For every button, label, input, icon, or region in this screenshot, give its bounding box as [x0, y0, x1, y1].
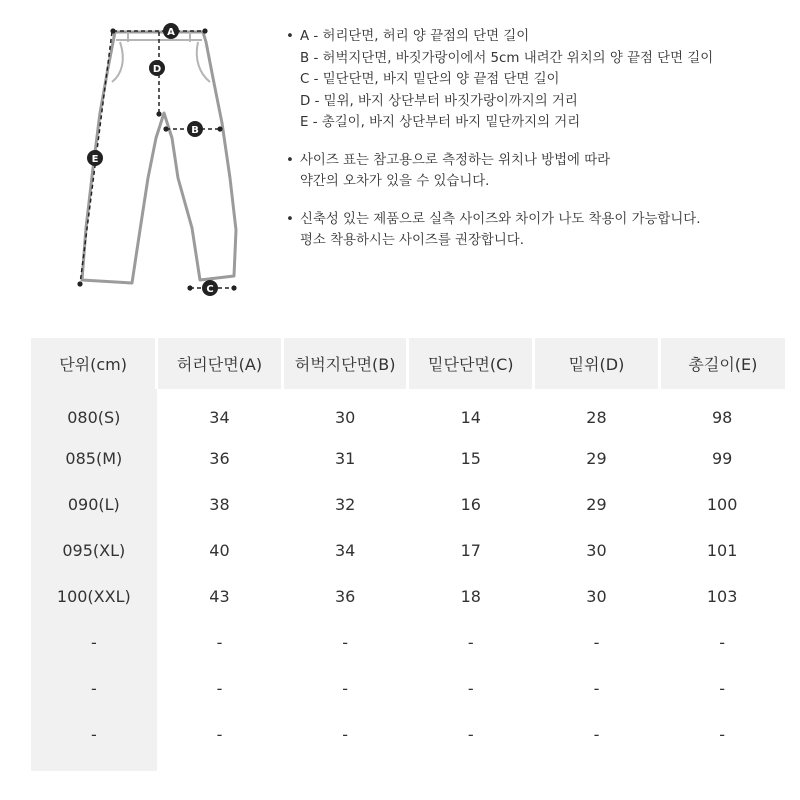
definition-d: D - 밑위, 바지 상단부터 바짓가랑이까지의 거리 [300, 93, 578, 109]
thigh-value: - [342, 724, 349, 744]
hem-endpoint-right [231, 285, 236, 290]
reference-note-line-2: 약간의 오차가 있을 수 있습니다. [300, 174, 490, 189]
thigh-value: 34 [334, 540, 356, 560]
definition-a: • A - 허리단면, 허리 양 끝점의 단면 길이 [286, 26, 791, 48]
header-waist: 허리단면(A) [157, 338, 283, 389]
thigh-value: - [342, 632, 349, 652]
size-table [31, 338, 785, 771]
rise-value: 29 [586, 494, 607, 514]
marker-e-label: E [91, 154, 99, 165]
stretch-note-line-2: 평소 착용하시는 사이즈를 권장합니다. [300, 233, 524, 248]
table-row [31, 389, 785, 435]
table-row [31, 527, 785, 573]
rise-value: - [593, 632, 600, 652]
length-value: 100 [706, 494, 738, 514]
bullet-icon: • [286, 211, 294, 227]
thigh-value: 36 [334, 586, 356, 606]
table-row [31, 435, 785, 481]
table-row [31, 619, 785, 665]
hem-value: - [467, 632, 474, 652]
length-value: - [719, 632, 726, 652]
stretch-note [286, 209, 791, 252]
reference-note [286, 150, 791, 193]
size-label: - [31, 711, 157, 771]
waist-endpoint-right [202, 28, 207, 33]
pants-illustration [60, 18, 270, 308]
thigh-value: 31 [334, 448, 356, 468]
thigh-endpoint-right [217, 126, 222, 131]
hem-value: 15 [460, 448, 481, 468]
measurement-definitions [286, 26, 791, 134]
size-label: 080(S) [31, 389, 157, 435]
thigh-endpoint-left [163, 126, 168, 131]
thigh-value: 30 [334, 407, 356, 427]
marker-a-label: A [167, 27, 175, 38]
waist-value: 40 [209, 540, 230, 560]
header-thigh: 허벅지단면(B) [282, 338, 408, 389]
length-value: - [719, 678, 726, 698]
reference-note-line-1: • 사이즈 표는 참고용으로 측정하는 위치나 방법에 따라 [286, 150, 791, 172]
length-endpoint [77, 281, 82, 286]
hem-value: - [467, 724, 474, 744]
definition-e: E - 총길이, 바지 상단부터 바지 밑단까지의 거리 [300, 115, 581, 130]
length-value: 103 [706, 586, 738, 606]
hem-value: 16 [460, 494, 481, 514]
definition-c: C - 밑단단면, 바지 밑단의 양 끝점 단면 길이 [300, 72, 560, 87]
length-value: - [719, 724, 726, 744]
table-row [31, 481, 785, 527]
size-notes [286, 26, 791, 268]
pants-measurement-diagram [60, 18, 270, 308]
waist-value: 34 [209, 407, 230, 427]
rise-value: 30 [586, 540, 607, 560]
marker-b-label: B [191, 125, 199, 136]
thigh-value: - [342, 678, 349, 698]
rise-value: 29 [586, 448, 607, 468]
header-unit: 단위(cm) [31, 338, 157, 389]
hem-value: 17 [460, 540, 481, 560]
rise-endpoint [156, 111, 161, 116]
stretch-note-line-1: • 신축성 있는 제품으로 실측 사이즈와 차이가 나도 착용이 가능합니다. [286, 209, 791, 231]
hem-endpoint-left [187, 285, 192, 290]
length-value: 99 [711, 448, 733, 468]
size-label: 095(XL) [31, 527, 157, 573]
marker-d-label: D [152, 64, 162, 75]
table-row [31, 573, 785, 619]
marker-c-label: C [206, 284, 214, 295]
length-value: 101 [706, 540, 738, 560]
rise-value: - [593, 678, 600, 698]
waist-value: - [216, 678, 223, 698]
rise-value: - [593, 724, 600, 744]
rise-value: 28 [586, 407, 607, 427]
size-label: 085(M) [31, 435, 157, 481]
length-value: 98 [711, 407, 733, 427]
hem-value: 18 [460, 586, 481, 606]
thigh-value: 32 [334, 494, 356, 514]
waist-value: - [216, 632, 223, 652]
rise-value: 30 [586, 586, 607, 606]
hem-value: 14 [460, 407, 481, 427]
bullet-icon: • [286, 29, 294, 44]
waist-value: 38 [209, 494, 230, 514]
size-label: - [31, 665, 157, 711]
waist-value: - [216, 724, 223, 744]
size-label: - [31, 619, 157, 665]
size-label: 090(L) [31, 481, 157, 527]
hem-value: - [467, 678, 474, 698]
table-row [31, 665, 785, 711]
header-rise: 밑위(D) [534, 338, 660, 389]
header-length: 총길이(E) [659, 338, 785, 389]
size-label: 100(XXL) [31, 573, 157, 619]
table-row [31, 711, 785, 771]
bullet-icon: • [286, 152, 294, 168]
waist-value: 36 [209, 448, 230, 468]
header-hem: 밑단단면(C) [408, 338, 534, 389]
definition-b: B - 허벅지단면, 바짓가랑이에서 5cm 내려간 위치의 양 끝점 단면 길이 [300, 50, 714, 66]
size-table-header [31, 338, 785, 389]
waist-value: 43 [209, 586, 230, 606]
